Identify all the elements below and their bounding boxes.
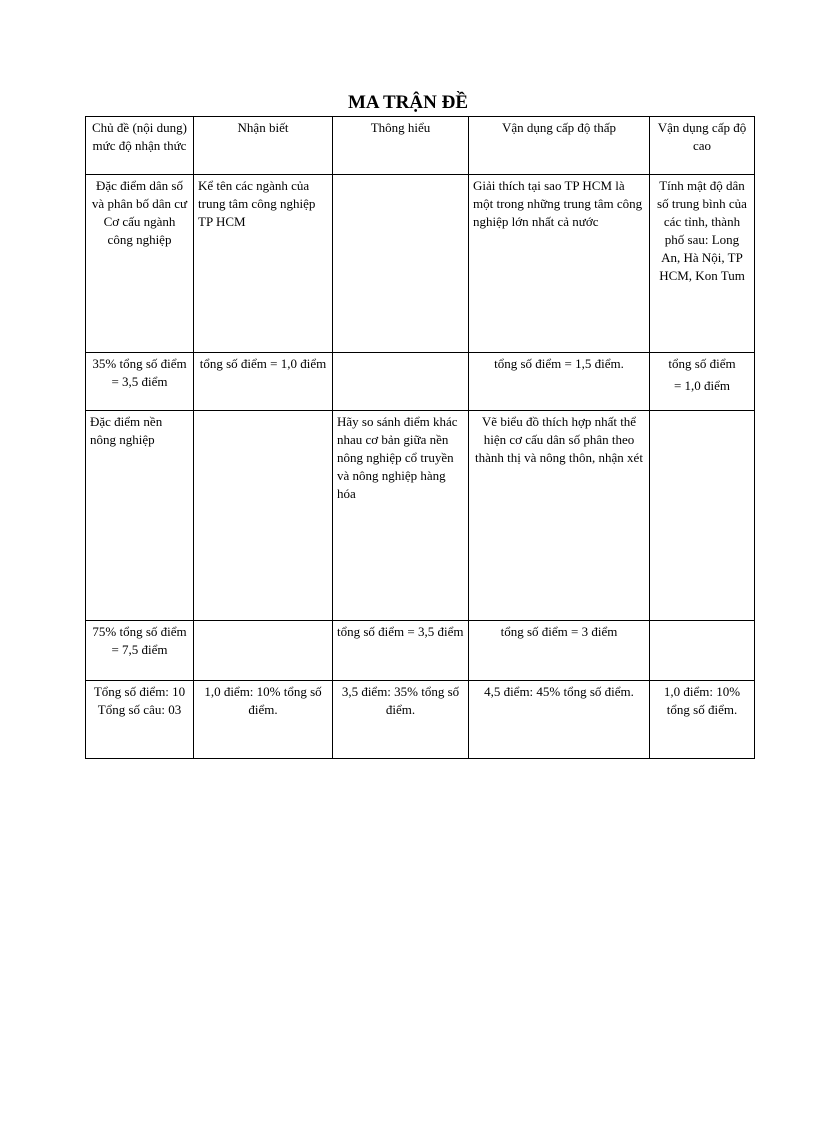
topic1-weight-total: = 3,5 điểm	[111, 374, 168, 389]
totals-questions: Tổng số câu: 03	[97, 702, 182, 717]
topic1-weight-percent: 35% tổng số điểm	[92, 356, 187, 371]
topic1-apply-high-score	[650, 353, 755, 411]
topic2-recognize-score	[194, 621, 333, 681]
topic2-weight	[86, 621, 194, 681]
topic1-understand	[333, 175, 469, 353]
topic1-scores-row	[86, 353, 755, 411]
topic1-apply-high-score-line1: tổng số điểm	[668, 356, 736, 371]
totals-apply-low: 4,5 điểm: 45% tổng số điểm.	[469, 681, 650, 759]
topic2-name: Đặc điểm nền nông nghiệp	[86, 411, 194, 621]
topic1-row	[86, 175, 755, 353]
topic1-apply-low-score: tổng số điểm = 1,5 điểm.	[469, 353, 650, 411]
exam-matrix-table	[85, 116, 755, 759]
topic2-understand-score: tổng số điểm = 3,5 điểm	[333, 621, 469, 681]
topic2-row	[86, 411, 755, 621]
topic1-apply-high: Tính mật độ dân số trung bình của các tỉnh, thành phố sau: Long An, Hà Nội, TP HCM, Kon Tum	[650, 175, 755, 353]
topic2-understand: Hãy so sánh điểm khác nhau cơ bản giữa nền nông nghiệp cổ truyền và nông nghiệp hàng hóa	[333, 411, 469, 621]
totals-points: Tổng số điểm: 10	[93, 684, 186, 699]
topic1-recognize: Kể tên các ngành của trung tâm công nghiệp TP HCM	[194, 175, 333, 353]
header-understand: Thông hiểu	[333, 117, 469, 175]
topic2-recognize	[194, 411, 333, 621]
header-apply-low: Vận dụng cấp độ thấp	[469, 117, 650, 175]
topic2-apply-high-score	[650, 621, 755, 681]
page-title: MA TRẬN ĐỀ	[348, 92, 468, 113]
topic1-recognize-score: tổng số điểm = 1,0 điểm	[194, 353, 333, 411]
topic1-weight	[86, 353, 194, 411]
header-apply-high: Vận dụng cấp độ cao	[650, 117, 755, 175]
topic1-name-line2: Cơ cấu ngành công nghiệp	[103, 214, 176, 247]
topic2-weight-percent: 75% tổng số điểm	[92, 624, 187, 639]
totals-row	[86, 681, 755, 759]
topic2-apply-low-score: tổng số điểm = 3 điểm	[469, 621, 650, 681]
topic2-scores-row	[86, 621, 755, 681]
totals-understand: 3,5 điểm: 35% tổng số điểm.	[333, 681, 469, 759]
topic1-apply-low: Giải thích tại sao TP HCM là một trong những trung tâm công nghiệp lớn nhất cả nước	[469, 175, 650, 353]
topic2-apply-low: Vẽ biểu đồ thích hợp nhất thể hiện cơ cấu dân số phân theo thành thị và nông thôn, nhận xét	[469, 411, 650, 621]
totals-apply-high: 1,0 điểm: 10% tổng số điểm.	[650, 681, 755, 759]
topic1-name	[86, 175, 194, 353]
header-recognize: Nhận biết	[194, 117, 333, 175]
topic1-understand-score	[333, 353, 469, 411]
header-topic: Chủ đề (nội dung) mức độ nhận thức	[86, 117, 194, 175]
topic2-apply-high	[650, 411, 755, 621]
topic2-weight-total: = 7,5 điểm	[111, 642, 168, 657]
topic1-name-line1: Đặc điểm dân số và phân bố dân cư	[91, 178, 188, 211]
header-row	[86, 117, 755, 175]
totals-recognize: 1,0 điểm: 10% tổng số điểm.	[194, 681, 333, 759]
topic1-apply-high-score-line2: = 1,0 điểm	[673, 378, 731, 393]
totals-summary	[86, 681, 194, 759]
